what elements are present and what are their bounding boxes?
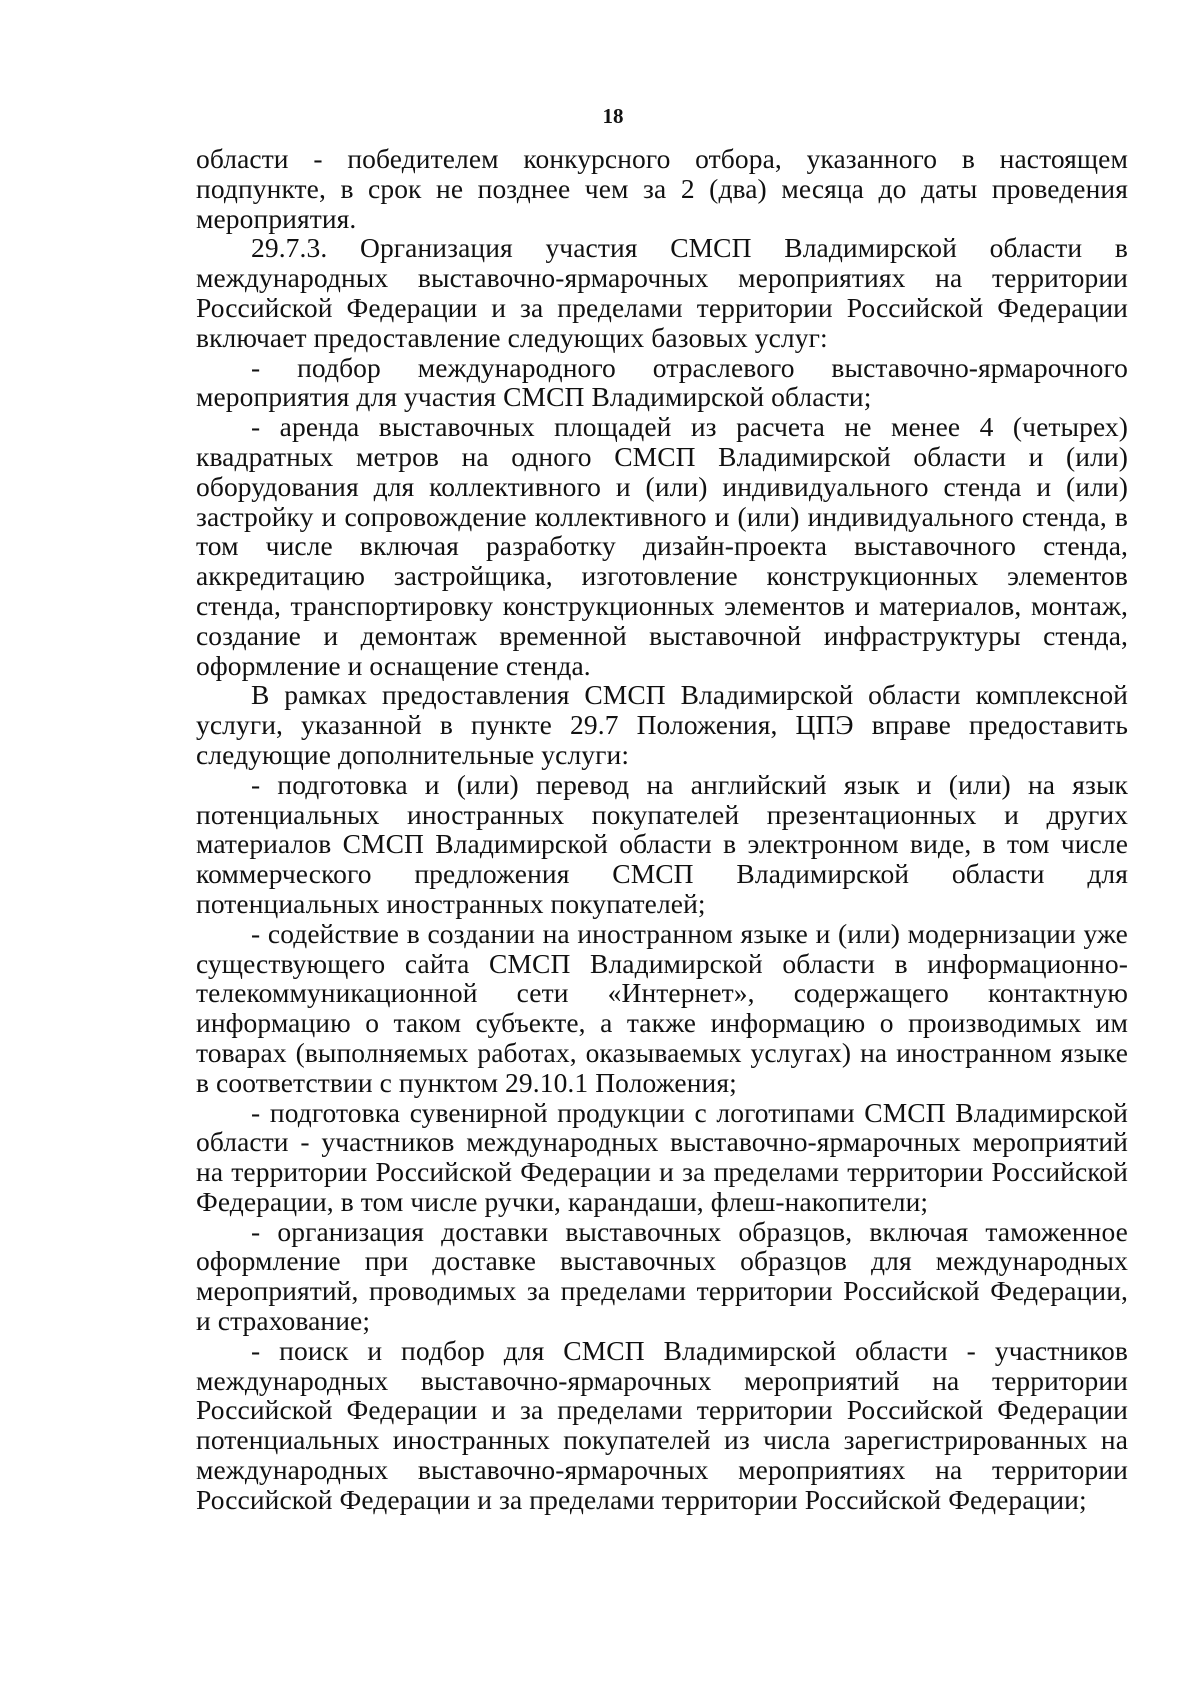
list-item-base-service: - аренда выставочных площадей из расчета не менее 4 (четырех) квадратных метров на одного СМСП Владимирской области и (или) оборудования для коллективного и (или) индивидуального стенда и (или) застройку и сопровождение коллективного и (или) индивидуального стенда, в том числе включая разработку дизайн-проекта выставочного стенда, аккредитацию застройщика, изготовление конструкционных элементов стенда, транспортировку конструкционных элементов и материалов, монтаж, создание и демонтаж временной выставочной инфраструктуры стенда, оформление и оснащение стенда. (196, 411, 1128, 681)
list-item-base-service: - подбор международного отраслевого выставочно-ярмарочного мероприятия для участия СМСП Владимирской области; (196, 351, 1128, 413)
paragraph-additional-services-intro: В рамках предоставления СМСП Владимирской области комплексной услуги, указанной в пункте 29.7 Положения, ЦПЭ вправе предоставить следующие дополнительные услуги: (196, 679, 1128, 770)
list-item-additional-service: - организация доставки выставочных образцов, включая таможенное оформление при доставке выставочных образцов для международных мероприятий, проводимых за пределами территории Российской Федерации, и страхование; (196, 1215, 1128, 1337)
list-item-additional-service: - содействие в создании на иностранном языке и (или) модернизации уже существующего сайта СМСП Владимирской области в информационно-телекоммуникационной сети «Интернет», содержащего контактную информацию о таком субъекте, а также информацию о производимых им товарах (выполняемых работах, оказываемых услугах) на иностранном языке в соответствии с пунктом 29.10.1 Положения; (196, 917, 1128, 1098)
list-item-additional-service: - поиск и подбор для СМСП Владимирской области - участников международных выставочно-ярмарочных мероприятий на территории Российской Федерации и за пределами территории Российской Федерации потенциальных иностранных покупателей из числа зарегистрированных на международных выставочно-ярмарочных мероприятиях на территории Российской Федерации и за пределами территории Российской Федерации; (196, 1334, 1128, 1515)
list-item-additional-service: - подготовка сувенирной продукции с логотипами СМСП Владимирской области - участников международных выставочно-ярмарочных мероприятий на территории Российской Федерации и за пределами территории Российской Федерации, в том числе ручки, карандаши, флеш-накопители; (196, 1096, 1128, 1217)
paragraph-clause-29-7-3: 29.7.3. Организация участия СМСП Владимирской области в международных выставочно-ярмарочных мероприятиях на территории Российской Федерации и за пределами территории Российской Федерации включает предоставление следующих базовых услуг: (196, 232, 1128, 353)
paragraph-continuation: области - победителем конкурсного отбора, указанного в настоящем подпункте, в срок не позднее чем за 2 (два) месяца до даты проведения мероприятия. (196, 143, 1128, 234)
page-number: 18 (602, 104, 624, 128)
list-item-additional-service: - подготовка и (или) перевод на английский язык и (или) на язык потенциальных иностранных покупателей презентационных и других материалов СМСП Владимирской области в электронном виде, в том числе коммерческого предложения СМСП Владимирской области для потенциальных иностранных покупателей; (196, 768, 1128, 919)
document-body (196, 144, 1128, 1515)
